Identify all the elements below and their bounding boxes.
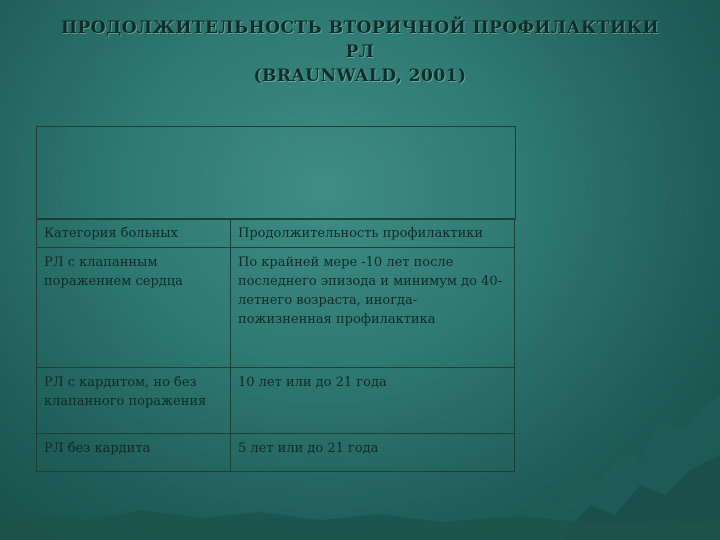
slide-title	[20, 16, 700, 88]
table-row	[37, 434, 515, 472]
row-category: РЛ с кардитом, но без клапанного поражения	[37, 368, 231, 434]
empty-table-header-area	[36, 126, 516, 220]
title-line-1: ПРОДОЛЖИТЕЛЬНОСТЬ ВТОРИЧНОЙ ПРОФИЛАКТИКИ	[60, 18, 660, 38]
row-duration: По крайней мере -10 лет после последнего эпизода и минимум до 40-летнего возраста, иногда-пожизненная профилактика	[231, 248, 515, 368]
row-category: РЛ с клапанным поражением сердца	[37, 248, 231, 368]
title-line-3: (BRAUNWALD, 2001)	[253, 66, 467, 86]
prophylaxis-table	[36, 218, 515, 472]
title-line-2: РЛ	[345, 42, 375, 62]
table-row	[37, 248, 515, 368]
table-row	[37, 368, 515, 434]
row-duration: 10 лет или до 21 года	[231, 368, 515, 434]
row-duration: 5 лет или до 21 года	[231, 434, 515, 472]
row-category: РЛ без кардита	[37, 434, 231, 472]
header-category: Категория больных	[37, 219, 231, 248]
table-header-row	[37, 219, 515, 248]
header-duration: Продолжительность профилактики	[231, 219, 515, 248]
